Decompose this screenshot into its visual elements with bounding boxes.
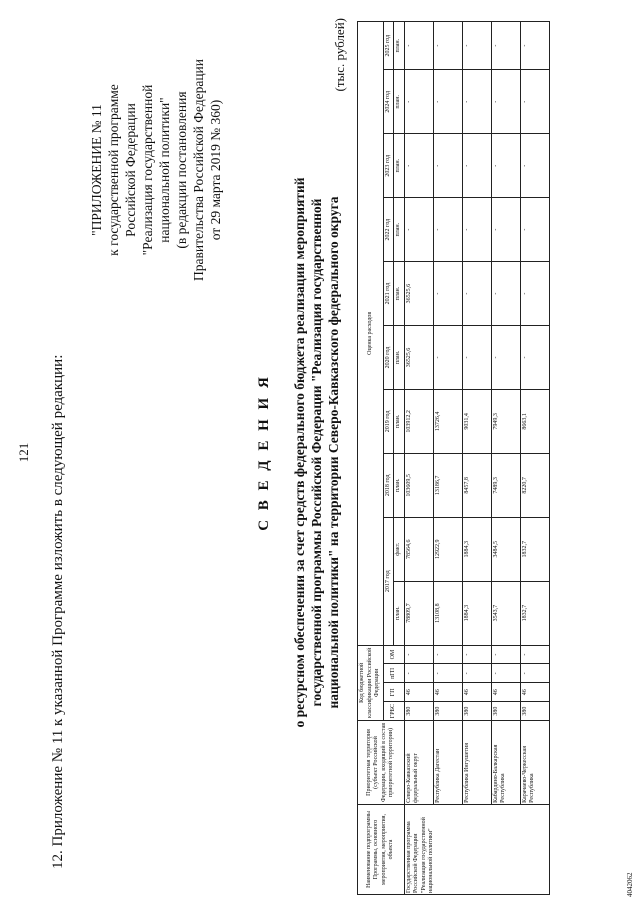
value-cell: - (462, 134, 491, 198)
territory-cell: Карачаево-Черкесская Республика (520, 721, 549, 805)
gp-cell: 46 (462, 683, 491, 702)
value-cell: 103912,2 (404, 389, 433, 453)
value-cell: 8220,7 (520, 453, 549, 517)
header-plan: план. (394, 22, 405, 70)
value-cell: - (433, 262, 462, 326)
table-row (404, 22, 433, 895)
header-budget-code: Код бюджетной классификации Российской Федерации (358, 645, 384, 720)
appendix-line: национальной политики" (157, 97, 172, 243)
pgp-cell: - (462, 664, 491, 683)
grbs-cell: 380 (404, 702, 433, 721)
header-plan: план. (394, 326, 405, 390)
grbs-cell: 380 (491, 702, 520, 721)
value-cell: - (433, 22, 462, 70)
header-grbs: ГРБС (383, 702, 404, 721)
om-cell: - (491, 645, 520, 664)
header-year: 2019 год (383, 389, 394, 453)
om-cell: - (404, 645, 433, 664)
intro-text: 12. Приложение № 11 к указанной Программе изложить в следующей редакции: (50, 354, 66, 869)
territory-cell: Республика Дагестан (433, 721, 462, 805)
header-year: 2024 год (383, 70, 394, 134)
value-cell: - (520, 198, 549, 262)
territory-cell: Кабардино-Балкарская Республика (491, 721, 520, 805)
om-cell: - (520, 645, 549, 664)
value-cell: - (491, 134, 520, 198)
value-cell: 13186,7 (433, 453, 462, 517)
header-year: 2017 год (383, 517, 394, 645)
program-name: Государственная программа Российской Федерации "Реализация государственной национальной политики" (404, 804, 549, 894)
header-year: 2020 год (383, 326, 394, 390)
units-label: (тыс. рублей) (332, 18, 347, 92)
value-cell: 1884,3 (462, 581, 491, 645)
document-title: С В Е Д Е Н И Я (256, 374, 272, 531)
header-gp: ГП (383, 683, 404, 702)
value-cell: 1832,7 (520, 581, 549, 645)
table-row (433, 22, 462, 895)
value-cell: - (520, 70, 549, 134)
value-cell: 36525,6 (404, 326, 433, 390)
header-plan: план. (394, 262, 405, 326)
header-pgp: пГП (383, 664, 404, 683)
header-territory: Приоритетная территория (субъект Российской Федерации, входящий в состав приоритетной территории) (358, 721, 405, 805)
appendix-header (88, 20, 224, 320)
header-year: 2025 год (383, 22, 394, 70)
grbs-cell: 380 (462, 702, 491, 721)
pgp-cell: - (404, 664, 433, 683)
value-cell: - (462, 326, 491, 390)
table-row (520, 22, 549, 895)
value-cell: 8663,1 (520, 389, 549, 453)
header-plan: план. (394, 453, 405, 517)
value-cell: 12922,9 (433, 517, 462, 581)
value-cell: 7489,3 (491, 453, 520, 517)
territory-cell: Северо-Кавказский федеральный округ (404, 721, 433, 805)
pgp-cell: - (491, 664, 520, 683)
gp-cell: 46 (404, 683, 433, 702)
header-plan: план. (394, 134, 405, 198)
gp-cell: 46 (520, 683, 549, 702)
appendix-line: от 29 марта 2019 № 360) (208, 99, 223, 241)
value-cell: 3484,5 (491, 517, 520, 581)
value-cell: - (433, 134, 462, 198)
value-cell: - (404, 70, 433, 134)
value-cell: - (520, 134, 549, 198)
resource-table (357, 21, 550, 895)
value-cell: 78564,6 (404, 517, 433, 581)
value-cell: - (520, 262, 549, 326)
value-cell: - (491, 22, 520, 70)
value-cell: - (433, 70, 462, 134)
header-year: 2018 год (383, 453, 394, 517)
value-cell: - (462, 262, 491, 326)
territory-cell: Республика Ингушетия (462, 721, 491, 805)
appendix-line: Российской Федерации (123, 103, 138, 237)
value-cell: 13108,8 (433, 581, 462, 645)
value-cell: 9031,4 (462, 389, 491, 453)
header-year: 2023 год (383, 134, 394, 198)
value-cell: 3543,7 (491, 581, 520, 645)
header-year: 2021 год (383, 262, 394, 326)
value-cell: - (462, 198, 491, 262)
pgp-cell: - (433, 664, 462, 683)
grbs-cell: 380 (520, 702, 549, 721)
grbs-cell: 380 (433, 702, 462, 721)
value-cell: 103609,5 (404, 453, 433, 517)
value-cell: 8457,8 (462, 453, 491, 517)
page-number: 121 (16, 442, 31, 463)
value-cell: - (520, 326, 549, 390)
om-cell: - (433, 645, 462, 664)
value-cell: - (404, 134, 433, 198)
header-plan: план. (394, 389, 405, 453)
header-2017-fact: факт. (394, 517, 405, 581)
value-cell: 1884,3 (462, 517, 491, 581)
header-estimate: Оценка расходов (358, 22, 384, 646)
appendix-line: "ПРИЛОЖЕНИЕ № 11 (89, 104, 104, 236)
header-2017-plan: план. (394, 581, 405, 645)
table-row (491, 22, 520, 895)
header-om: ОМ (383, 645, 404, 664)
value-cell: - (404, 198, 433, 262)
value-cell: - (433, 198, 462, 262)
table-row (462, 22, 491, 895)
subtitle-line: государственной программы Российской Федерации "Реализация государственной (309, 198, 324, 707)
value-cell: - (520, 22, 549, 70)
appendix-line: Правительства Российской Федерации (191, 59, 206, 281)
value-cell: 13726,4 (433, 389, 462, 453)
subtitle-line: национальной политики" на территории Северо-Кавказского федерального округа (326, 196, 341, 709)
appendix-line: к государственной программе (106, 84, 121, 256)
om-cell: - (462, 645, 491, 664)
value-cell: - (462, 70, 491, 134)
value-cell: - (491, 198, 520, 262)
header-plan: план. (394, 198, 405, 262)
value-cell: - (462, 22, 491, 70)
title-block (256, 0, 342, 905)
value-cell: 1832,7 (520, 517, 549, 581)
value-cell: - (491, 262, 520, 326)
value-cell: 7949,3 (491, 389, 520, 453)
value-cell: 78809,7 (404, 581, 433, 645)
document-subtitle (291, 0, 342, 905)
header-plan: план. (394, 70, 405, 134)
pgp-cell: - (520, 664, 549, 683)
subtitle-line: о ресурсном обеспечении за счет средств федерального бюджета реализации мероприятий (292, 177, 307, 728)
value-cell: - (433, 326, 462, 390)
header-year: 2022 год (383, 198, 394, 262)
gp-cell: 46 (433, 683, 462, 702)
value-cell: - (491, 326, 520, 390)
appendix-line: "Реализация государственной (140, 84, 155, 256)
gp-cell: 46 (491, 683, 520, 702)
value-cell: - (404, 22, 433, 70)
value-cell: 36525,6 (404, 262, 433, 326)
scan-id: 4042062 (626, 872, 634, 897)
value-cell: - (491, 70, 520, 134)
appendix-line: (в редакции постановления (174, 91, 189, 249)
header-name: Наименование подпрограммы Программы, основного мероприятия, мероприятия, объекта (358, 804, 405, 894)
